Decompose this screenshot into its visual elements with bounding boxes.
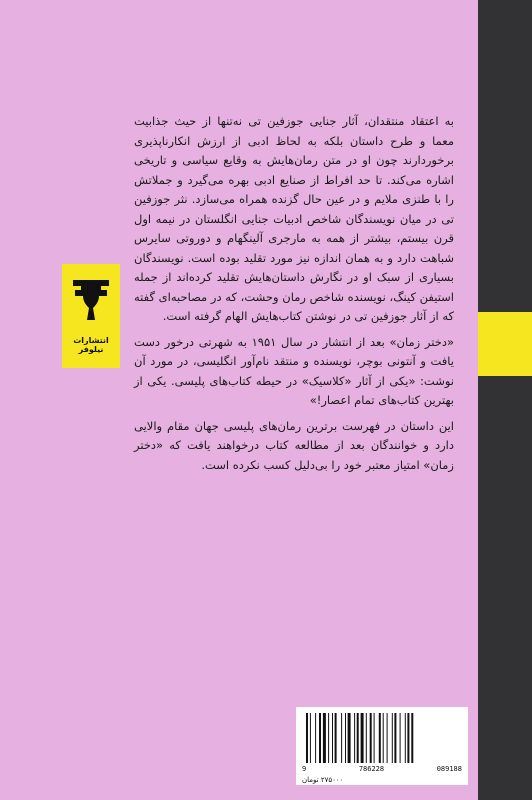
barcode-bar: [332, 713, 333, 763]
barcode-bar: [370, 713, 372, 763]
barcode-bar: [405, 713, 406, 763]
barcode-bar: [366, 713, 367, 763]
goblet-icon: [71, 276, 111, 326]
barcode-bar: [315, 713, 316, 763]
barcode-bar: [323, 713, 326, 763]
price-label: ۲۷۵۰۰۰ تومان: [302, 776, 344, 784]
barcode-bar: [319, 713, 321, 763]
back-cover-blurb: [134, 112, 454, 481]
barcode-bar: [354, 713, 355, 763]
publisher-name: انتشارات نیلوفر: [73, 336, 109, 354]
isbn-group-2: 089188: [436, 765, 462, 773]
barcode-bar: [348, 713, 351, 763]
barcode-bar: [361, 713, 364, 763]
barcode-bar: [374, 713, 375, 763]
barcode-bar: [328, 713, 329, 763]
barcode-bar: [306, 713, 308, 763]
barcode-bar: [310, 713, 311, 763]
barcode-bar: [387, 713, 388, 763]
barcode-label: [296, 707, 468, 785]
barcode-bar: [407, 713, 409, 763]
barcode-bar: [383, 713, 384, 763]
barcode-bar: [392, 713, 393, 763]
blurb-paragraph-2: «دختر زمان» بعد از انتشار در سال ۱۹۵۱ به شهرتی درخور دست یافت و آنتونی بوچر، نویسنده و منتقد نام‌آور انگلیسی، در مورد آن نوشت: «یکی از آثار «کلاسیک» در حیطه کتاب‌های پلیسی. یکی از بهترین کتاب‌های تمام اعصار!»: [134, 334, 454, 407]
barcode-bar: [357, 713, 359, 763]
barcode-bar: [345, 713, 346, 763]
barcode-bar: [341, 713, 342, 763]
isbn-prefix: 9: [302, 765, 307, 773]
book-spine: [478, 0, 532, 800]
blurb-paragraph-1: به اعتقاد منتقدان، آثار جنایی جوزفین تی نه‌تنها از حیث جذابیت معما و طرح داستان بلکه به لحاظ ادبی از ارزش انکارناپذیری برخوردارند چون او در متن رمان‌هایش به وقایع سیاسی و تاریخی اشاره می‌کند. تا حد افراط از صنایع ادبی بهره می‌گیرد و جملاتش را با طنزی ملایم و در عین حال گزنده همراه می‌سازد. نثر جوزفین تی در میان نویسندگان شاخص ادبیات جنایی انگلستان در نیمه اول قرن بیستم، بیشتر از همه به مارجری آلینگهام و دوروتی سایرس شباهت دارد و به همان اندازه نیز مورد تقلید بوده است. نویسندگان بسیاری از سبک او در نگارش داستان‌هایش تقلید کرده‌اند از جمله استیفن کینگ، نویسنده شاخص رمان وحشت، که در مصاحبه‌ای گفته که از آثار جوزفین تی در نوشتن کتاب‌هایش الهام گرفته است.: [134, 114, 454, 323]
barcode: [302, 713, 462, 763]
barcode-bar: [400, 713, 401, 763]
publisher-logo: [62, 264, 120, 368]
isbn-number: [302, 765, 462, 773]
spine-yellow-band: [478, 312, 532, 376]
isbn-group-1: 786228: [358, 765, 385, 773]
barcode-bar: [335, 713, 337, 763]
blurb-paragraph-3: این داستان در فهرست برترین رمان‌های پلیسی جهان مقام والایی دارد و خوانندگان بعد از مطالعه کتاب درخواهند یافت که «دختر زمان» امتیاز معتبر خود را بی‌دلیل کسب نکرده است.: [134, 418, 454, 472]
barcode-bar: [379, 713, 381, 763]
barcode-bar: [411, 713, 413, 763]
barcode-bar: [394, 713, 396, 763]
